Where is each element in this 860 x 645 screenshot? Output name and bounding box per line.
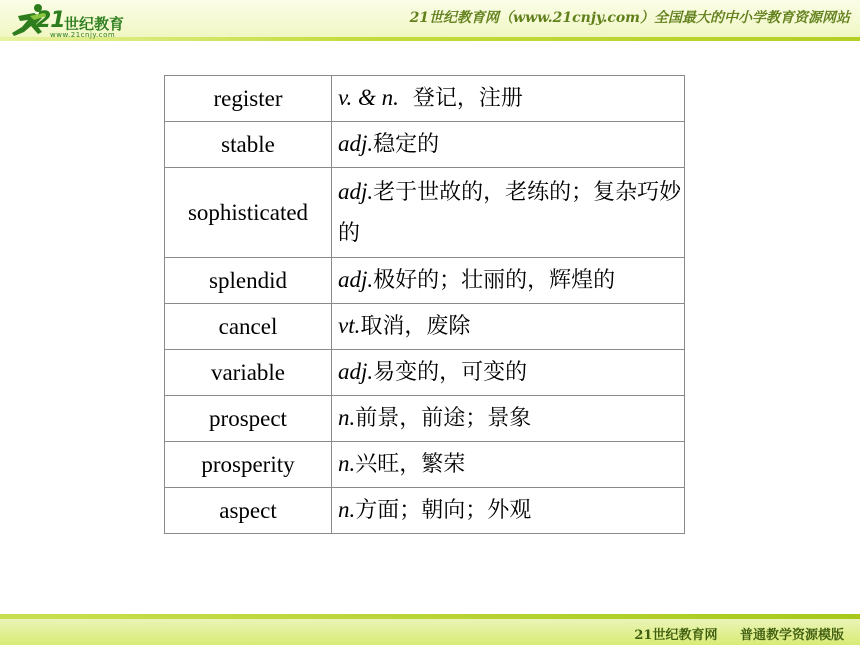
part-of-speech: adj. <box>338 359 374 384</box>
footer-divider <box>0 614 860 619</box>
logo-number: 21 <box>36 8 65 33</box>
meaning: 登记，注册 <box>398 86 523 111</box>
meaning: 取消，废除 <box>360 314 471 339</box>
definition-cell <box>332 488 685 534</box>
table-row <box>165 488 685 534</box>
word-cell: sophisticated <box>165 168 332 258</box>
part-of-speech: vt. <box>338 313 361 338</box>
footer-text[interactable]: 21世纪教育网 普通教学资源模版 <box>634 628 844 643</box>
meaning: 兴旺，繁荣 <box>355 452 466 477</box>
part-of-speech: adj. <box>338 267 374 292</box>
word-cell: prospect <box>165 396 332 442</box>
definition-cell <box>332 76 685 122</box>
definition-cell <box>332 122 685 168</box>
table-row <box>165 442 685 488</box>
table-row <box>165 304 685 350</box>
word-cell: stable <box>165 122 332 168</box>
part-of-speech: adj. <box>338 131 374 156</box>
table-row <box>165 396 685 442</box>
word-cell: cancel <box>165 304 332 350</box>
logo-name: 世纪教育 <box>64 15 125 33</box>
definition-cell <box>332 304 685 350</box>
word-cell: aspect <box>165 488 332 534</box>
meaning: 易变的，可变的 <box>373 360 528 385</box>
meaning: 极好的；壮丽的，辉煌的 <box>373 268 616 293</box>
logo-url: www.21cnjy.com <box>50 31 116 39</box>
part-of-speech: n. <box>338 497 356 522</box>
page-header <box>0 0 860 44</box>
word-cell: variable <box>165 350 332 396</box>
site-logo[interactable] <box>6 2 146 38</box>
page-footer <box>0 614 860 645</box>
vocabulary-table <box>164 75 685 534</box>
table-row <box>165 258 685 304</box>
part-of-speech: adj. <box>338 179 374 204</box>
word-cell: splendid <box>165 258 332 304</box>
meaning: 老于世故的，老练的；复杂巧妙的 <box>338 180 682 246</box>
word-cell: register <box>165 76 332 122</box>
meaning: 稳定的 <box>373 132 440 157</box>
table-row <box>165 76 685 122</box>
part-of-speech: n. <box>338 451 356 476</box>
table-row <box>165 168 685 258</box>
part-of-speech: v. & n. <box>338 85 399 110</box>
part-of-speech: n. <box>338 405 356 430</box>
meaning: 方面；朝向；外观 <box>355 498 532 523</box>
definition-cell <box>332 442 685 488</box>
table-row <box>165 122 685 168</box>
word-cell: prosperity <box>165 442 332 488</box>
definition-cell <box>332 396 685 442</box>
header-title[interactable]: 21世纪教育网（www.21cnjy.com）全国最大的中小学教育资源网站 <box>409 10 850 26</box>
definition-cell <box>332 350 685 396</box>
meaning: 前景，前途；景象 <box>355 406 532 431</box>
definition-cell <box>332 258 685 304</box>
definition-cell <box>332 168 685 258</box>
table-row <box>165 350 685 396</box>
